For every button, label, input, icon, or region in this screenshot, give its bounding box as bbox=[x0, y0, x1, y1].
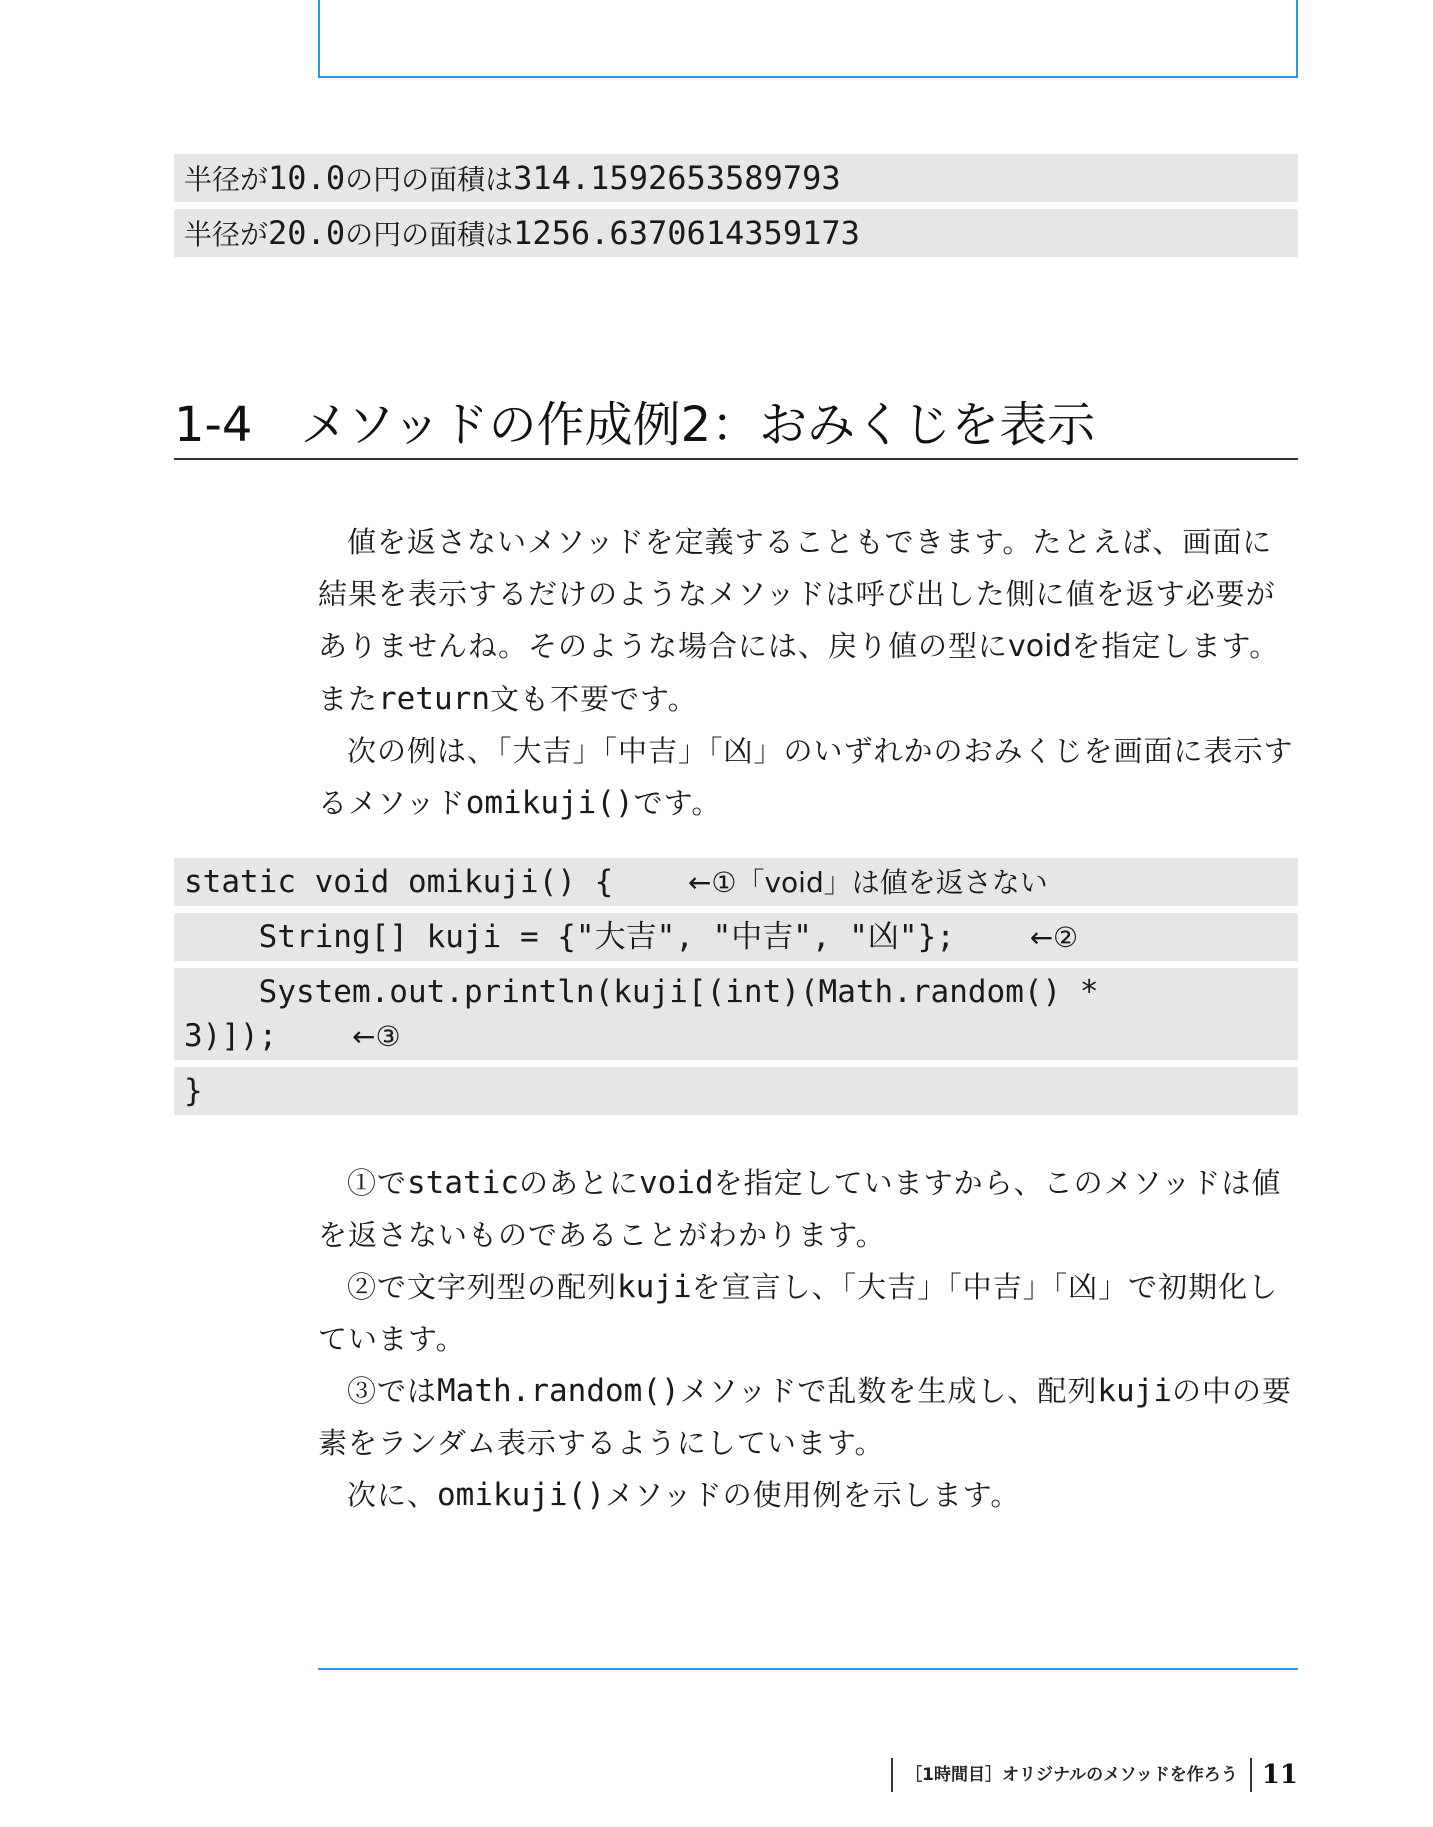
explanation-paragraph-3: ③ではMath.random()メソッドで乱数を生成し、配列kujiの中の要素をランダム表示するようにしています。 bbox=[318, 1373, 1293, 1460]
page-number: 11 bbox=[1261, 1760, 1298, 1790]
section-number: 1-4 bbox=[174, 397, 253, 453]
code-line-4: } bbox=[174, 1067, 1298, 1115]
intro-text bbox=[318, 516, 1298, 829]
intro-paragraph-2: 次の例は、「大吉」「中吉」「凶」のいずれかのおみくじを画面に表示するメソッドomikuji()です。 bbox=[318, 734, 1294, 821]
section-heading bbox=[174, 390, 1298, 460]
output-value: 314.1592653589793 bbox=[513, 159, 841, 197]
page-footer bbox=[891, 1758, 1298, 1792]
explanation-paragraph-4: 次に、omikuji()メソッドの使用例を示します。 bbox=[347, 1477, 1021, 1513]
code-annotation-1: ←①「void」は値を返さない bbox=[687, 866, 1048, 899]
method-name: omikuji() bbox=[465, 785, 634, 821]
explanation-text bbox=[318, 1157, 1298, 1521]
code-annotation-3: ←③ bbox=[351, 1020, 401, 1053]
output-line-1 bbox=[174, 154, 1298, 202]
top-frame-box bbox=[318, 0, 1298, 78]
output-middle: の円の面積は bbox=[345, 218, 514, 251]
code-line-3: System.out.println(kuji[(int)(Math.random() * 3)]); ←③ bbox=[174, 968, 1298, 1060]
output-value: 1256.6370614359173 bbox=[513, 214, 860, 252]
output-middle: の円の面積は bbox=[345, 163, 514, 196]
output-radius: 10.0 bbox=[268, 159, 346, 197]
output-prefix: 半径が bbox=[184, 163, 269, 196]
code-annotation-2: ←② bbox=[1029, 921, 1079, 954]
output-line-2 bbox=[174, 209, 1298, 257]
explanation-paragraph-2: ②で文字列型の配列kujiを宣言し、「大吉」「中吉」「凶」で初期化しています。 bbox=[318, 1269, 1279, 1356]
code-line-2: String[] kuji = {"大吉", "中吉", "凶"}; ←② bbox=[174, 913, 1298, 961]
bottom-rule bbox=[318, 1668, 1298, 1670]
output-prefix: 半径が bbox=[184, 218, 269, 251]
explanation-paragraph-1: ①でstaticのあとにvoidを指定していますから、このメソッドは値を返さないものであることがわかります。 bbox=[318, 1165, 1282, 1252]
chapter-title: ［1時間目］オリジナルのメソッドを作ろう bbox=[891, 1758, 1252, 1792]
output-radius: 20.0 bbox=[268, 214, 346, 252]
return-keyword: return bbox=[378, 681, 490, 717]
code-line-1: static void omikuji() { ←①「void」は値を返さない bbox=[174, 858, 1298, 906]
intro-paragraph-1: 値を返さないメソッドを定義することもできます。たとえば、画面に結果を表示するだけのようなメソッドは呼び出した側に値を返す必要がありませんね。そのような場合には、戻り値の型にvoidを指定します。またreturn文も不要です。 bbox=[318, 525, 1280, 717]
void-keyword: void bbox=[1008, 629, 1072, 664]
section-title: メソッドの作成例2：おみくじを表示 bbox=[300, 397, 1096, 453]
